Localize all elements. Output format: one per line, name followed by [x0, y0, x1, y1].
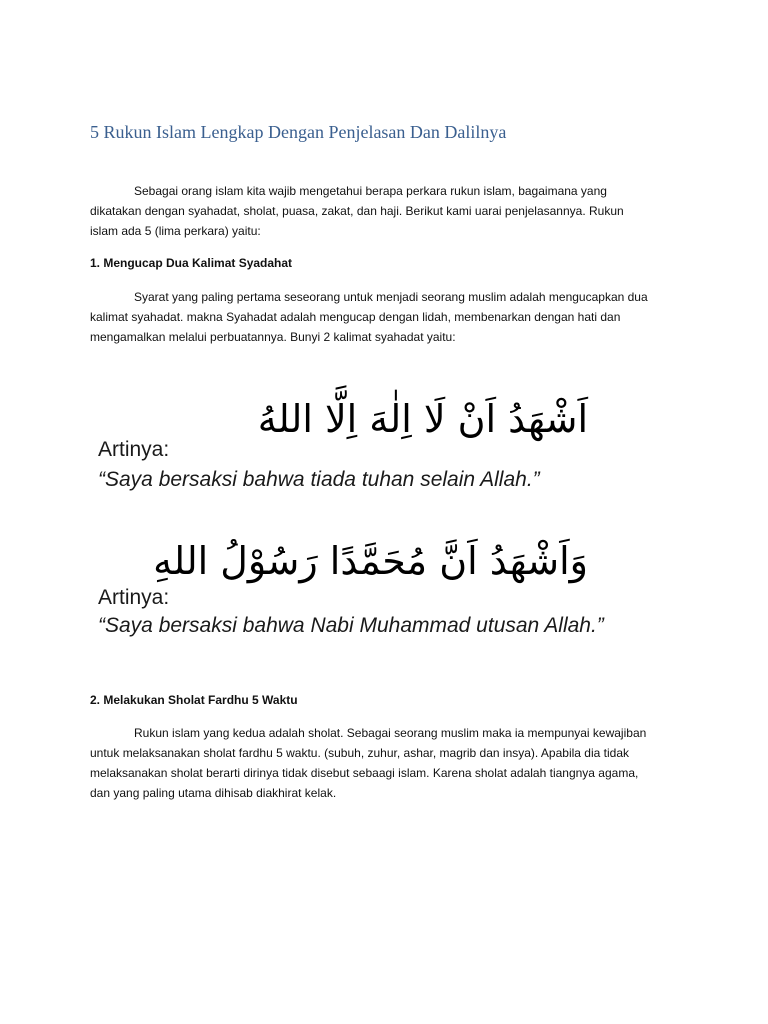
intro-line: dikatakan dengan syahadat, sholat, puasa, zakat, dan haji. Berikut kami uarai penjelasannya. Rukun — [90, 204, 624, 218]
section2-heading: 2. Melakukan Sholat Fardhu 5 Waktu — [90, 693, 298, 707]
section2-paragraph — [90, 723, 680, 803]
artinya-label-2: Artinya: — [98, 586, 170, 609]
intro-paragraph — [90, 181, 680, 241]
section1-line: kalimat syahadat. makna Syahadat adalah mengucap dengan lidah, membenarkan dengan hati dan — [90, 310, 621, 324]
section1-line: mengamalkan melalui perbuatannya. Bunyi 2 kalimat syahadat yaitu: — [90, 330, 456, 344]
section2-line: melaksanakan sholat berarti dirinya tidak disebut sebaagi islam. Karena sholat adalah tiangnya agama, — [90, 766, 639, 780]
syahadat-translation-2: “Saya bersaksi bahwa Nabi Muhammad utusan Allah.” — [98, 614, 604, 637]
section1-heading: 1. Mengucap Dua Kalimat Syadahat — [90, 256, 293, 270]
syahadat-arabic-1: اَشْهَدُ اَنْ لَا اِلٰهَ اِلَّا اللهُ — [257, 397, 588, 441]
section1-line: Syarat yang paling pertama seseorang untuk menjadi seorang muslim adalah mengucapkan dua — [134, 290, 648, 304]
section2-line: untuk melaksanakan sholat fardhu 5 waktu. (subuh, zuhur, ashar, magrib dan insya). Apabila dia tidak — [90, 746, 629, 760]
syahadat-arabic-2: وَاَشْهَدُ اَنَّ مُحَمَّدًا رَسُوْلُ اللهِ — [153, 539, 588, 583]
syahadat-translation-1: “Saya bersaksi bahwa tiada tuhan selain Allah.” — [98, 468, 540, 491]
artinya-label-1: Artinya: — [98, 438, 170, 461]
article-title: 5 Rukun Islam Lengkap Dengan Penjelasan Dan Dalilnya — [90, 122, 507, 142]
intro-line: islam ada 5 (lima perkara) yaitu: — [90, 224, 261, 238]
intro-line: Sebagai orang islam kita wajib mengetahui berapa perkara rukun islam, bagaimana yang — [134, 184, 607, 198]
section1-paragraph — [90, 287, 680, 347]
section2-line: dan yang paling utama dihisab diakhirat kelak. — [90, 786, 337, 800]
section2-line: Rukun islam yang kedua adalah sholat. Sebagai seorang muslim maka ia mempunyai kewajiban — [134, 726, 647, 740]
